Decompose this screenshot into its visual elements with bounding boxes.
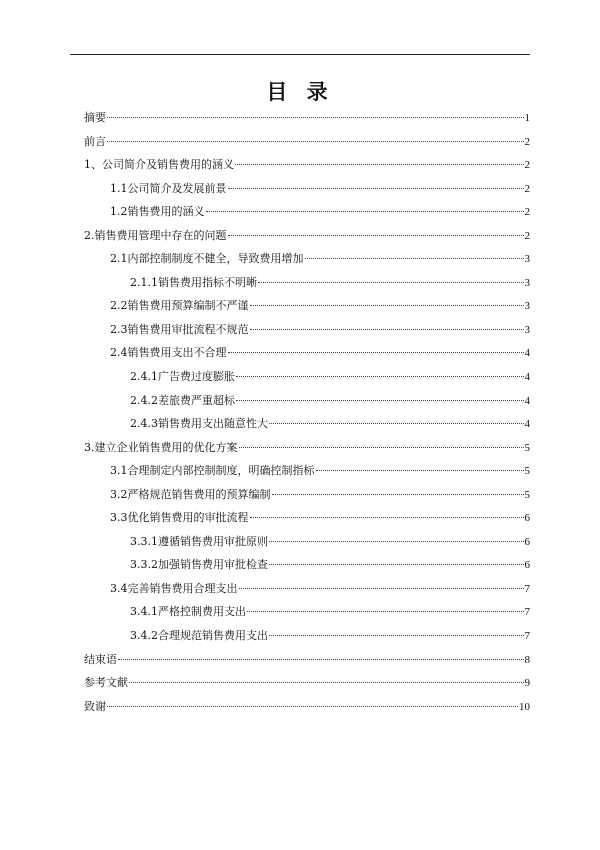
- toc-page-number: 8: [524, 653, 530, 666]
- toc-entry[interactable]: [84, 624, 530, 648]
- toc-entry[interactable]: [84, 271, 530, 295]
- toc-entry[interactable]: [84, 177, 530, 201]
- toc-entry[interactable]: [84, 671, 530, 695]
- toc-entry-text: 3.3.2加强销售费用审批检查: [130, 558, 268, 572]
- toc-entry[interactable]: [84, 459, 530, 483]
- toc-dot-leader: [236, 399, 524, 401]
- toc-entry-text: 3.3优化销售费用的审批流程: [110, 511, 249, 525]
- toc-dot-leader: [250, 304, 524, 306]
- toc-page-number: 7: [524, 606, 530, 619]
- toc-page-number: 3: [524, 323, 530, 336]
- toc-dot-leader: [258, 281, 524, 283]
- toc-entry[interactable]: [84, 695, 530, 719]
- toc-entry[interactable]: [84, 436, 530, 460]
- toc-dot-leader: [107, 116, 524, 118]
- toc-entry-text: 摘要: [84, 111, 106, 124]
- toc-entry[interactable]: [84, 389, 530, 413]
- toc-entry-text: 2.4销售费用支出不合理: [110, 346, 227, 360]
- toc-dot-leader: [247, 610, 524, 612]
- table-of-contents: [84, 106, 530, 718]
- toc-page-number: 3: [524, 276, 530, 289]
- toc-entry[interactable]: [84, 106, 530, 130]
- toc-entry[interactable]: [84, 648, 530, 672]
- toc-dot-leader: [239, 446, 524, 448]
- toc-page-number: 6: [524, 535, 530, 548]
- toc-dot-leader: [235, 163, 524, 165]
- toc-dot-leader: [228, 351, 524, 353]
- toc-title: 目 录: [266, 80, 334, 104]
- toc-entry[interactable]: [84, 153, 530, 177]
- toc-page-number: 5: [524, 441, 530, 454]
- toc-dot-leader: [228, 187, 524, 189]
- toc-page-number: 3: [524, 253, 530, 266]
- toc-entry[interactable]: [84, 200, 530, 224]
- toc-dot-leader: [269, 563, 524, 565]
- toc-dot-leader: [269, 422, 524, 424]
- toc-entry-text: 3.1合理制定内部控制制度，明确控制指标: [110, 464, 315, 478]
- toc-entry-text: 结束语: [84, 652, 117, 666]
- toc-dot-leader: [107, 140, 524, 142]
- toc-entry-text: 1、公司简介及销售费用的涵义: [84, 158, 234, 172]
- toc-entry-text: 2.4.2差旅费严重超标: [130, 393, 235, 407]
- toc-entry[interactable]: [84, 483, 530, 507]
- toc-page-number: 7: [524, 582, 530, 595]
- toc-entry[interactable]: [84, 294, 530, 318]
- toc-dot-leader: [250, 328, 524, 330]
- toc-dot-leader: [239, 587, 524, 589]
- toc-page-number: 3: [524, 300, 530, 313]
- toc-page-number: 9: [524, 677, 530, 690]
- header-rule: [70, 54, 530, 55]
- toc-entry-text: 1.1公司简介及发展前景: [110, 181, 227, 195]
- toc-page-number: 4: [524, 394, 530, 407]
- toc-page-number: 2: [524, 182, 530, 195]
- toc-entry[interactable]: [84, 130, 530, 154]
- toc-page-number: 5: [524, 465, 530, 478]
- toc-entry[interactable]: [84, 412, 530, 436]
- toc-page-number: 2: [524, 206, 530, 219]
- toc-dot-leader: [305, 257, 524, 259]
- toc-entry-text: 2.4.3销售费用支出随意性大: [130, 417, 268, 431]
- toc-page-number: 4: [524, 418, 530, 431]
- toc-dot-leader: [206, 210, 524, 212]
- toc-entry-text: 3.4完善销售费用合理支出: [110, 581, 238, 595]
- toc-dot-leader: [272, 493, 524, 495]
- toc-dot-leader: [107, 705, 518, 707]
- toc-page-number: 4: [524, 347, 530, 360]
- toc-dot-leader: [118, 658, 524, 660]
- toc-entry[interactable]: [84, 318, 530, 342]
- toc-entry-text: 3.2严格规范销售费用的预算编制: [110, 487, 271, 501]
- toc-entry-text: 参考文献: [84, 676, 128, 690]
- toc-dot-leader: [129, 681, 524, 683]
- toc-page-number: 2: [524, 159, 530, 172]
- toc-dot-leader: [250, 516, 524, 518]
- toc-entry-text: 3.4.2合理规范销售费用支出: [130, 629, 268, 643]
- toc-entry-text: 3.建立企业销售费用的优化方案: [84, 440, 238, 454]
- toc-entry[interactable]: [84, 247, 530, 271]
- toc-entry-text: 3.4.1严格控制费用支出: [130, 605, 246, 619]
- toc-page-number: 10: [519, 700, 530, 713]
- toc-entry-text: 3.3.1遵循销售费用审批原则: [130, 534, 268, 548]
- toc-page-number: 1: [524, 112, 530, 124]
- toc-entry[interactable]: [84, 577, 530, 601]
- toc-dot-leader: [228, 234, 524, 236]
- toc-page-number: 7: [524, 630, 530, 643]
- toc-entry-text: 前言: [84, 134, 106, 148]
- toc-entry-text: 2.2销售费用预算编制不严谨: [110, 299, 249, 313]
- toc-entry-text: 1.2销售费用的涵义: [110, 205, 205, 219]
- toc-dot-leader: [316, 469, 524, 471]
- toc-entry[interactable]: [84, 553, 530, 577]
- toc-entry[interactable]: [84, 224, 530, 248]
- toc-entry-text: 2.4.1广告费过度膨胀: [130, 370, 235, 384]
- toc-entry[interactable]: [84, 506, 530, 530]
- toc-entry-text: 2.3销售费用审批流程不规范: [110, 322, 249, 336]
- toc-page-number: 6: [524, 512, 530, 525]
- toc-entry-text: 致谢: [84, 699, 106, 713]
- toc-entry[interactable]: [84, 365, 530, 389]
- toc-page-number: 6: [524, 559, 530, 572]
- toc-entry[interactable]: [84, 341, 530, 365]
- toc-entry-text: 2.销售费用管理中存在的问题: [84, 228, 227, 242]
- toc-dot-leader: [269, 634, 524, 636]
- toc-page-number: 5: [524, 488, 530, 501]
- toc-entry[interactable]: [84, 600, 530, 624]
- toc-entry-text: 2.1内部控制制度不健全，导致费用增加: [110, 252, 304, 266]
- toc-dot-leader: [236, 375, 524, 377]
- toc-page-number: 4: [524, 371, 530, 384]
- toc-entry[interactable]: [84, 530, 530, 554]
- toc-page-number: 2: [524, 229, 530, 242]
- toc-entry-text: 2.1.1销售费用指标不明晰: [130, 275, 257, 289]
- toc-page-number: 2: [524, 135, 530, 148]
- toc-dot-leader: [269, 540, 524, 542]
